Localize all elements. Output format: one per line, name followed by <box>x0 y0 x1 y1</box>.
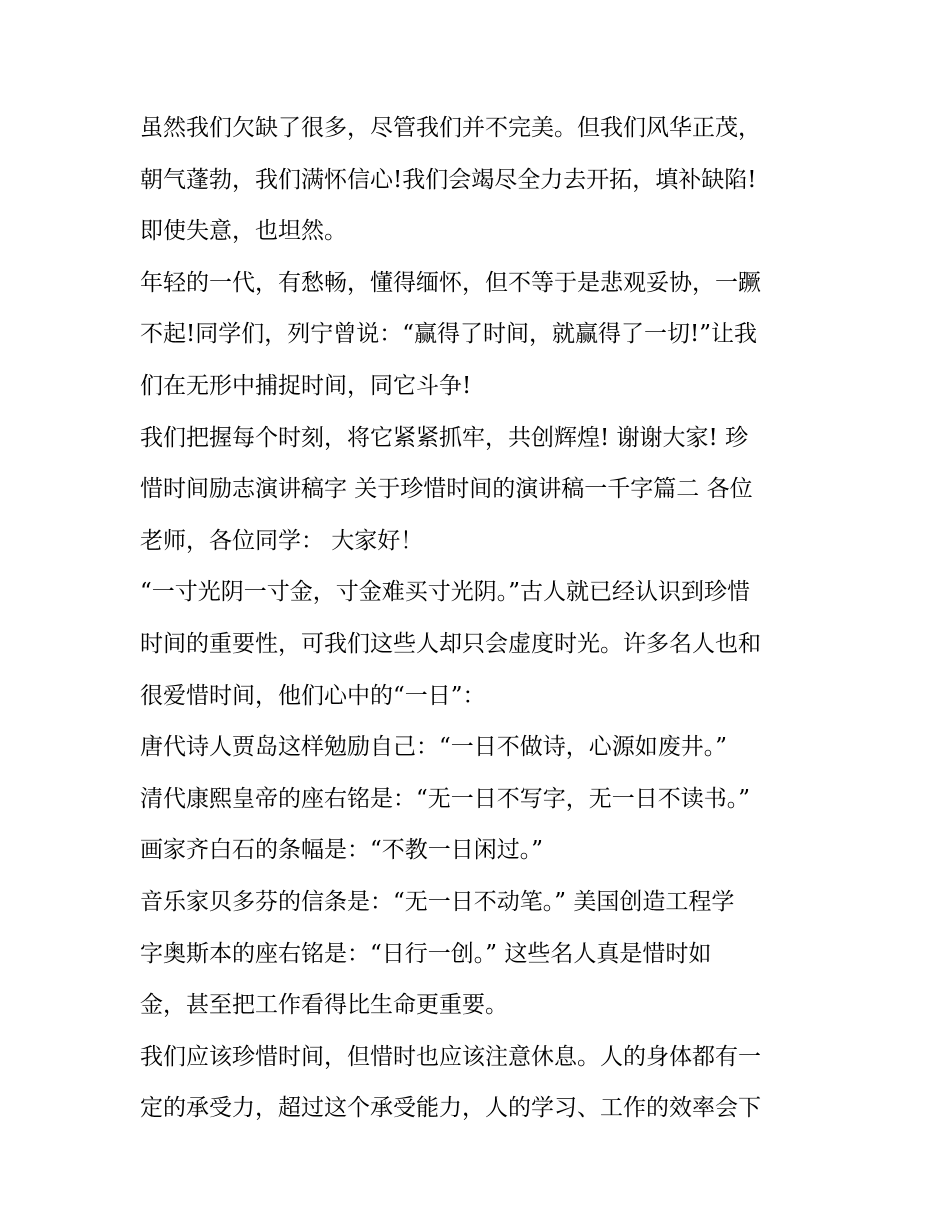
text-line: 虽然我们欠缺了很多，尽管我们并不完美。但我们风华正茂， <box>140 115 761 141</box>
text-line: 定的承受力，超过这个承受能力，人的学习、工作的效率会下 <box>140 1095 761 1122</box>
text-line: 金，甚至把工作看得比生命更重要。 <box>140 992 508 1019</box>
text-line: 我们把握每个时刻，将它紧紧抓牢，共创辉煌! 谢谢大家! 珍 <box>140 424 749 451</box>
text-line: 唐代诗人贾岛这样勉励自己：“一日不做诗，心源如废井。” <box>140 734 728 761</box>
text-line: 我们应该珍惜时间，但惜时也应该注意休息。人的身体都有一 <box>140 1043 761 1070</box>
text-line: 字奥斯本的座右铭是：“日行一创。” 这些名人真是惜时如 <box>140 940 712 967</box>
text-line: 清代康熙皇帝的座右铭是：“无一日不写字，无一日不读书。” <box>140 785 751 812</box>
text-line: “一寸光阴一寸金，寸金难买寸光阴。”古人就已经认识到珍惜 <box>140 579 751 606</box>
text-line: 音乐家贝多芬的信条是：“无一日不动笔。” 美国创造工程学 <box>140 888 735 915</box>
speech-text-body <box>140 103 820 1135</box>
text-line: 惜时间励志演讲稿字 关于珍惜时间的演讲稿一千字篇二 各位 <box>140 476 753 503</box>
text-line: 年轻的一代，有愁畅，懂得缅怀，但不等于是悲观妥协，一蹶 <box>140 269 761 296</box>
text-line: 朝气蓬勃，我们满怀信心!我们会竭尽全力去开拓，填补缺陷! <box>140 166 757 193</box>
text-line: 画家齐白石的条幅是：“不教一日闲过。” <box>140 837 544 864</box>
text-line: 老师，各位同学： 大家好！ <box>140 527 424 554</box>
text-line: 很爱惜时间，他们心中的“一日”： <box>140 682 486 709</box>
text-line: 时间的重要性，可我们这些人却只会虚度时光。许多名人也和 <box>140 630 761 657</box>
text-line: 即使失意，也坦然。 <box>140 218 347 245</box>
text-line: 不起!同学们，列宁曾说：“赢得了时间，就赢得了一切!”让我 <box>140 321 758 348</box>
text-line: 们在无形中捕捉时间，同它斗争! <box>140 372 472 399</box>
